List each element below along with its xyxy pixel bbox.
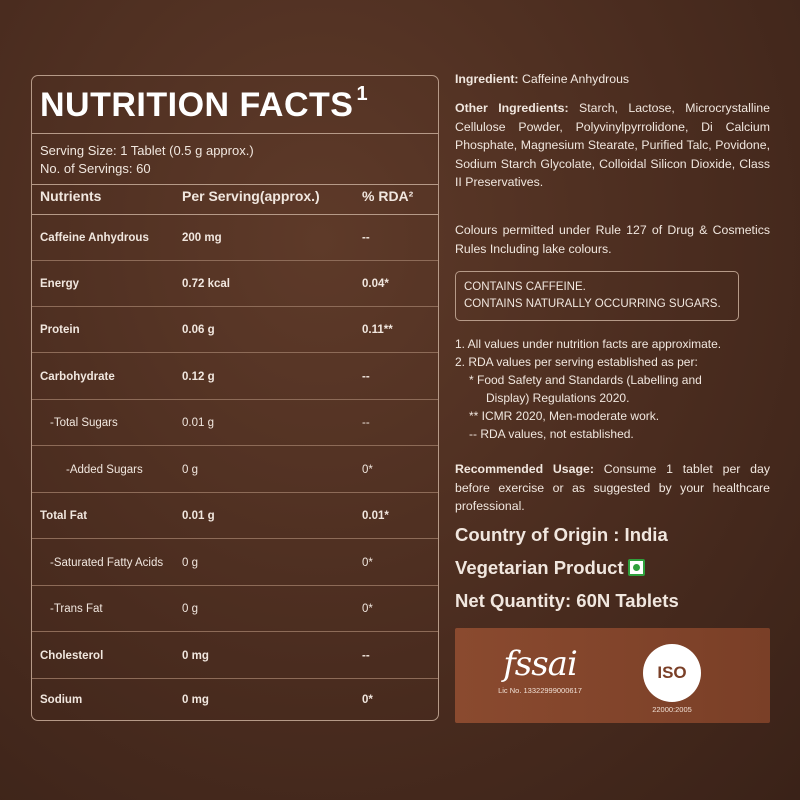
nutrient-value: 200 mg — [182, 232, 222, 244]
nutrient-name: Carbohydrate — [40, 371, 115, 383]
nutrient-rda: 0* — [362, 603, 373, 615]
usage-label: Recommended Usage: — [455, 462, 594, 476]
table-header — [32, 188, 438, 212]
warning-line: CONTAINS NATURALLY OCCURRING SUGARS. — [464, 298, 721, 310]
divider — [32, 184, 438, 185]
nutrient-value: 0 g — [182, 464, 198, 476]
iso-standard: 22000:2005 — [652, 705, 692, 714]
row-divider — [32, 631, 438, 632]
iso-badge-icon — [643, 644, 701, 702]
nutrient-name: Protein — [40, 324, 80, 336]
table-row — [32, 493, 438, 539]
table-row — [32, 307, 438, 353]
nutrient-value: 0.01 g — [182, 417, 214, 429]
ingredient-value: Caffeine Anhydrous — [521, 72, 630, 86]
footnotes — [455, 335, 770, 443]
table-row — [32, 261, 438, 307]
iso-wordmark: ISO — [657, 663, 687, 682]
nutrient-rda: 0* — [362, 694, 373, 706]
table-row — [32, 540, 438, 586]
nutrient-name: Total Fat — [40, 510, 88, 522]
footnote: * Food Safety and Standards (Labelling and — [469, 373, 702, 387]
fssai-license: Lic No. 13322999000617 — [498, 686, 582, 695]
usage-value: Consume 1 tablet per day before exercise or as suggested by your healthcare professional. — [455, 462, 770, 513]
nutrient-name: -Total Sugars — [50, 417, 118, 429]
nutrient-rda: -- — [362, 650, 370, 662]
header-per-serving: Per Serving(approx.) — [182, 188, 320, 204]
header-nutrients: Nutrients — [40, 188, 102, 204]
other-ingredients — [455, 99, 770, 192]
certification-band — [455, 628, 770, 723]
nutrient-rda: -- — [362, 371, 370, 383]
nutrition-facts-title — [40, 82, 369, 125]
nutrient-value: 0.01 g — [182, 510, 215, 522]
nutrient-name: Energy — [40, 278, 79, 290]
nutrient-name: -Trans Fat — [50, 603, 103, 615]
nutrition-facts-panel — [31, 75, 439, 721]
servings-count: No. of Servings: 60 — [40, 161, 151, 176]
nutrient-rda: 0* — [362, 557, 373, 569]
nutrient-rda: 0.01* — [362, 510, 389, 522]
nutrient-value: 0.12 g — [182, 371, 215, 383]
nutrient-value: 0 g — [182, 603, 198, 615]
nutrient-value: 0.72 kcal — [182, 278, 230, 290]
nutrient-name: -Saturated Fatty Acids — [50, 557, 164, 569]
ingredient-line — [455, 70, 770, 89]
nutrient-rda: 0.11** — [362, 324, 393, 336]
nutrient-rda: -- — [362, 232, 370, 244]
colours-note: Colours permitted under Rule 127 of Drug & Cosmetics Rules Including lake colours. — [455, 223, 770, 256]
veg-mark-icon — [628, 559, 645, 576]
nutrient-value: 0 g — [182, 557, 198, 569]
veg-label: Vegetarian Product — [455, 557, 624, 578]
table-row — [32, 354, 438, 400]
table-row — [32, 586, 438, 632]
header-rda: % RDA² — [362, 188, 414, 204]
footnote: ** ICMR 2020, Men-moderate work. — [469, 409, 660, 423]
fssai-logo — [485, 644, 595, 695]
net-quantity: Net Quantity: 60N Tablets — [455, 590, 679, 611]
serving-info — [40, 142, 254, 178]
title-text: NUTRITION FACTS — [40, 86, 354, 124]
ingredient-label: Ingredient: — [455, 72, 519, 86]
table-row — [32, 679, 438, 721]
footnote: 1. All values under nutrition facts are approximate. — [455, 337, 722, 351]
nutrient-value: 0 mg — [182, 694, 209, 706]
vegetarian-product — [455, 559, 645, 578]
recommended-usage — [455, 460, 770, 516]
warning-line: CONTAINS CAFFEINE. — [464, 281, 586, 293]
country-of-origin: Country of Origin : India — [455, 524, 668, 545]
nutrient-rda: 0* — [362, 464, 373, 476]
divider — [32, 133, 438, 134]
footnote: 2. RDA values per serving established as per: — [455, 355, 698, 369]
iso-logo — [637, 644, 707, 714]
other-ingredients-value: Starch, Lactose, Microcrystalline Cellulose Powder, Polyvinylpyrrolidone, Di Calcium Phosphate, Magnesium Stearate, Purified Talc, Povidone, Sodium Starch Glycolate, Colloidal Silicon Dioxide, Class II Preservatives. — [455, 101, 770, 189]
table-row — [32, 215, 438, 261]
nutrient-name: Caffeine Anhydrous — [40, 232, 149, 244]
row-divider — [32, 445, 438, 446]
nutrient-rda: -- — [362, 417, 370, 429]
row-divider — [32, 538, 438, 539]
nutrient-name: Sodium — [40, 694, 83, 706]
table-row — [32, 447, 438, 493]
table-row — [32, 400, 438, 446]
nutrient-name: Cholesterol — [40, 650, 104, 662]
table-row — [32, 633, 438, 679]
footnote: -- RDA values, not established. — [469, 427, 634, 441]
nutrient-name: -Added Sugars — [66, 464, 143, 476]
fssai-wordmark: fssai — [503, 644, 577, 684]
nutrient-value: 0 mg — [182, 650, 209, 662]
other-ingredients-label: Other Ingredients: — [455, 101, 569, 115]
row-divider — [32, 352, 438, 353]
serving-size: Serving Size: 1 Tablet (0.5 g approx.) — [40, 143, 254, 158]
nutrient-rda: 0.04* — [362, 278, 389, 290]
title-footnote: 1 — [356, 82, 369, 105]
footnote: Display) Regulations 2020. — [486, 391, 630, 405]
caffeine-warning-box — [455, 271, 739, 321]
nutrient-value: 0.06 g — [182, 324, 215, 336]
